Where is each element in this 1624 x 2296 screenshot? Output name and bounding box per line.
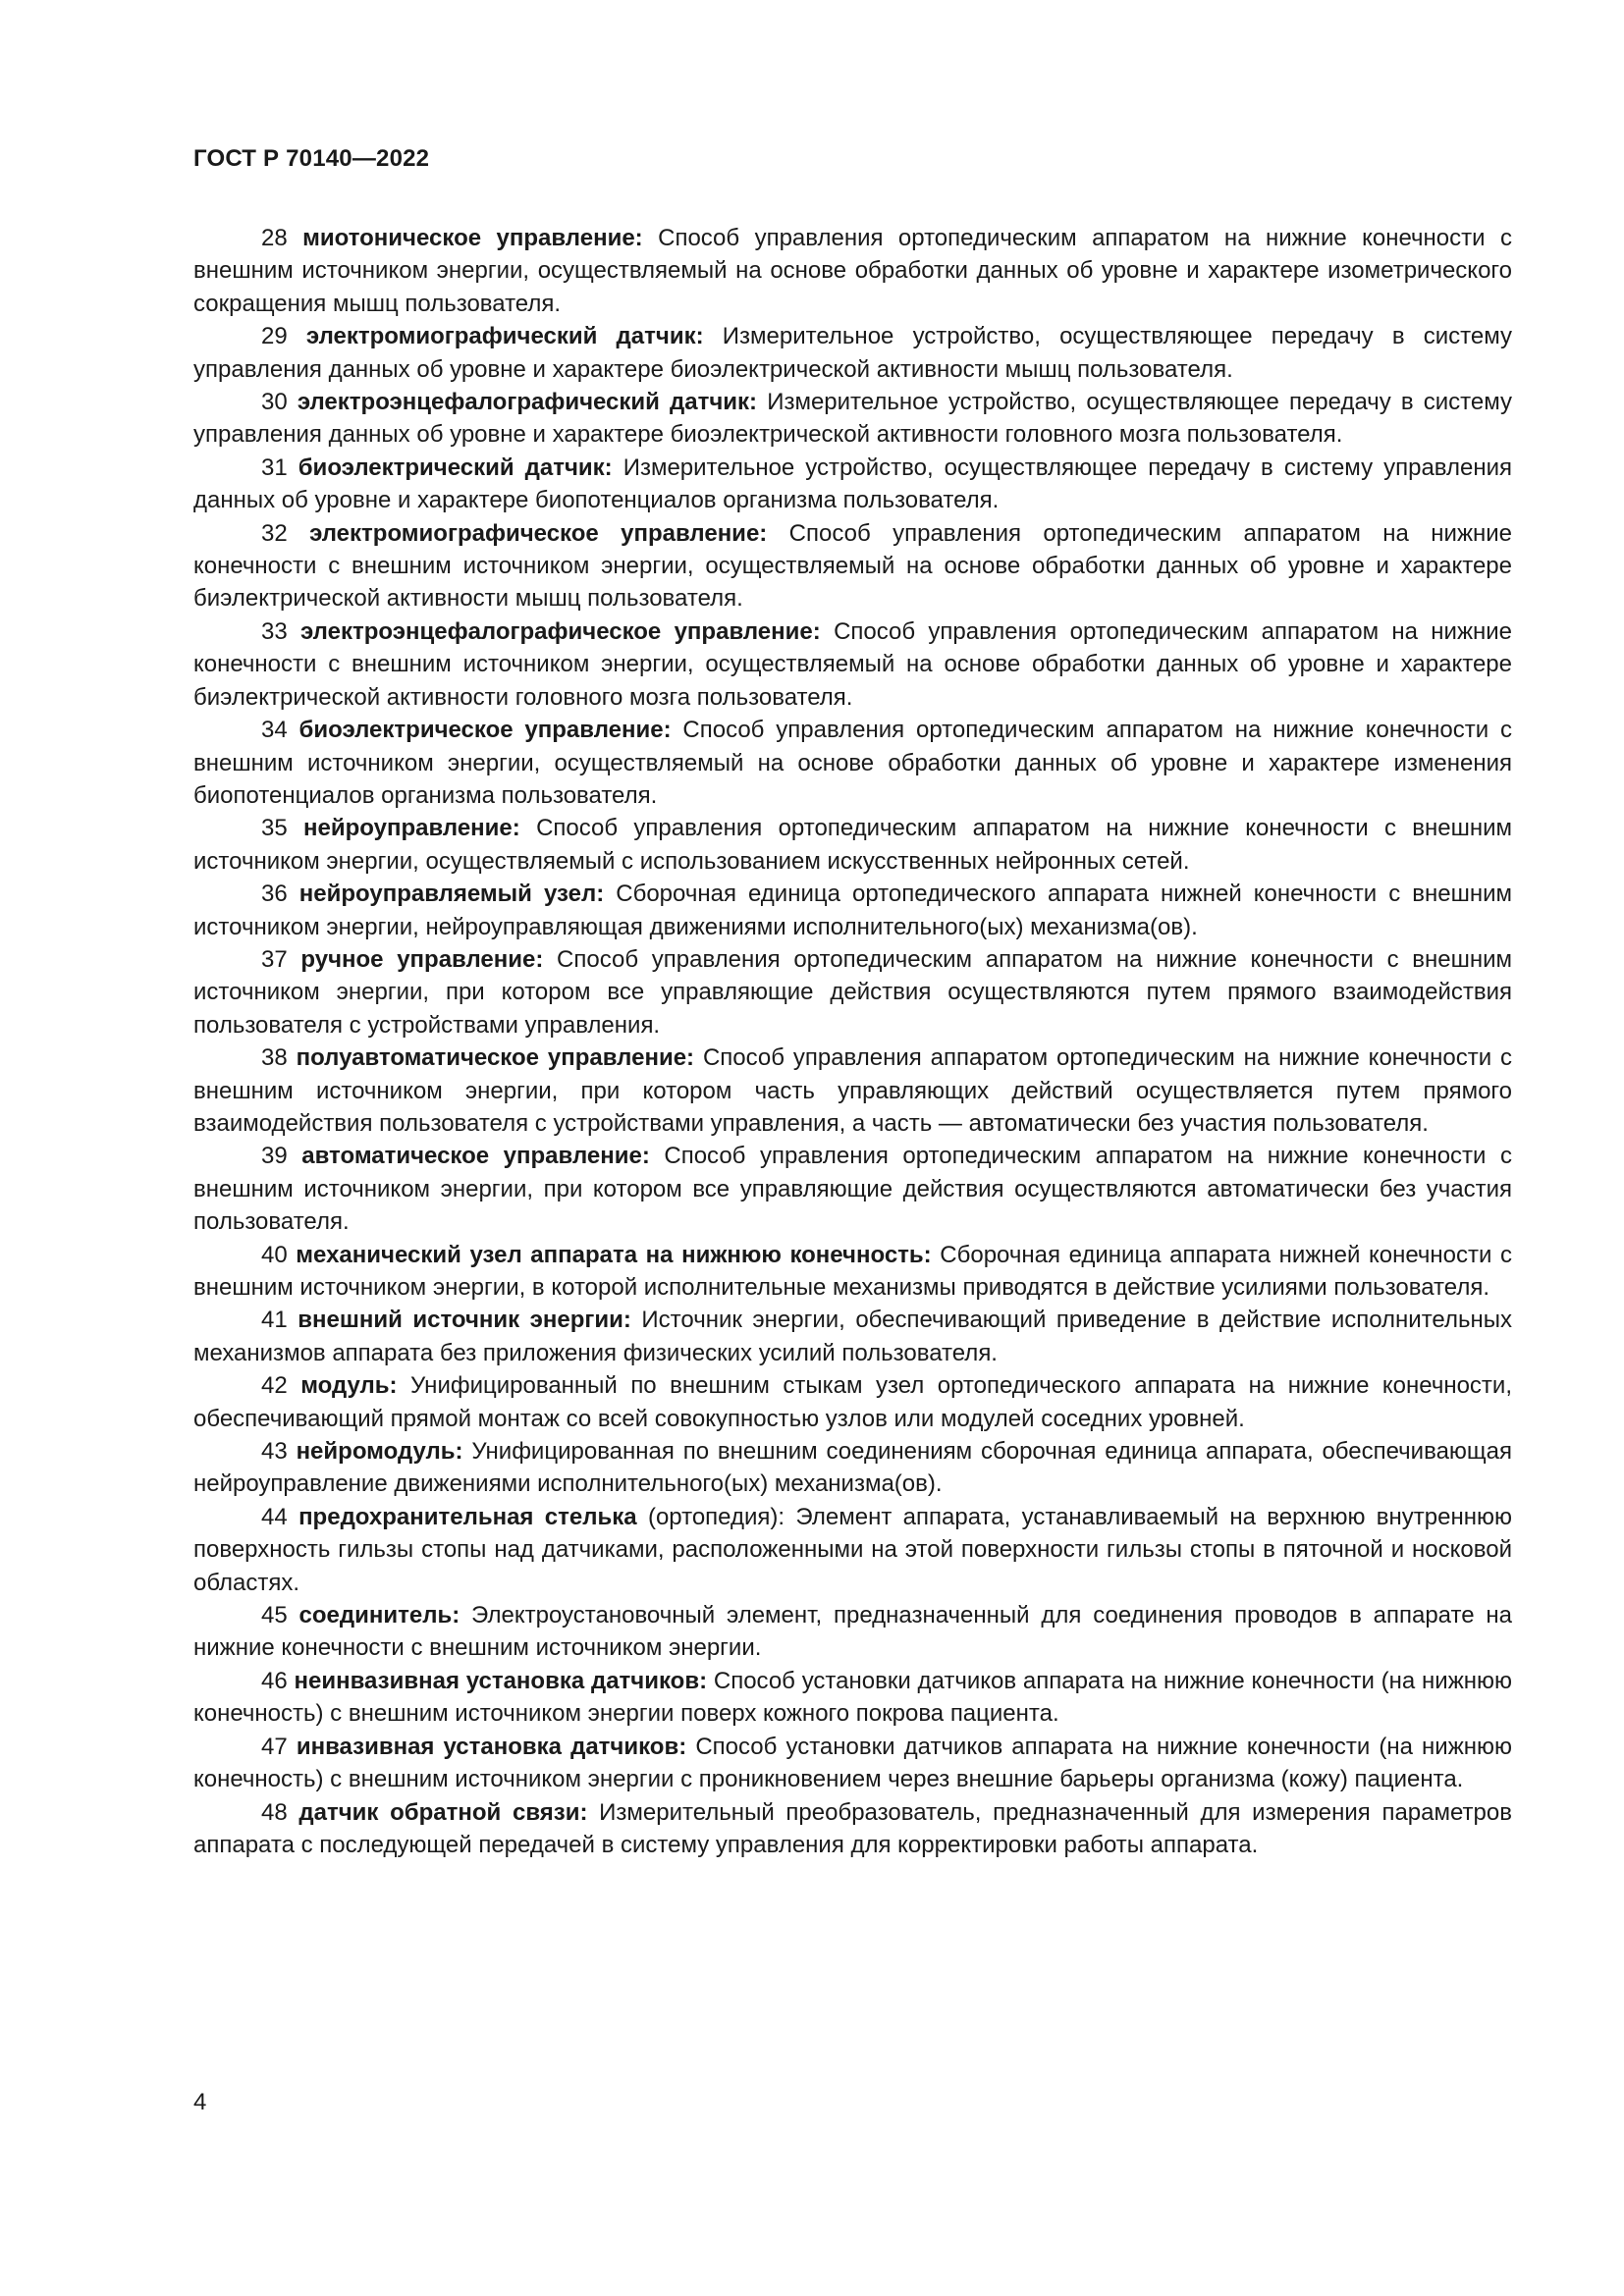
definition-entry (193, 1796, 1512, 1862)
entry-number: 42 (261, 1372, 288, 1400)
entry-term: механический узел аппарата на нижнюю конечность: (296, 1241, 932, 1268)
definition-entry (193, 1304, 1512, 1369)
definition-entry (193, 517, 1512, 615)
entry-definition: Сборочная единица ортопедического аппарата нижней конечности с внешним источником энергии, нейроуправляющая движениями исполнительного(ых) механизма(ов). (193, 881, 1513, 940)
definition-entry (193, 1599, 1512, 1665)
page-number: 4 (193, 2089, 207, 2115)
entry-definition: Способ установки датчиков аппарата на нижние конечности (на нижнюю конечность) с внешним источником энергии поверх кожного покрова пациента. (193, 1667, 1513, 1728)
definition-entry (193, 714, 1512, 812)
entry-definition: Измерительный преобразователь, предназначенный для измерения параметров аппарата с последующей передачей в систему управления для корректировки работы аппарата. (193, 1798, 1512, 1858)
entry-number: 29 (261, 323, 288, 350)
entry-term: нейромодуль: (296, 1438, 463, 1466)
entry-number: 40 (261, 1241, 288, 1268)
entry-term: неинвазивная установка датчиков: (294, 1667, 708, 1694)
entry-number: 37 (261, 945, 288, 973)
entry-definition: Способ управления ортопедическим аппаратом на нижние конечности с внешним источником энергии, осуществляемый на основе обработки данных об уровне и характере биэлектрической активности мышц пользователя. (193, 519, 1513, 613)
entry-definition: Способ управления ортопедическим аппаратом на нижние конечности с внешним источником энергии, осуществляемый на основе обработки данных об уровне и характере изменения биопотенциалов организма пользователя. (193, 717, 1512, 809)
entry-term: электроэнцефалографическое управление: (300, 617, 821, 645)
entry-term: датчик обратной связи: (298, 1798, 588, 1826)
definitions-list (193, 222, 1512, 1861)
entry-term: миотоническое управление: (302, 225, 643, 251)
entry-term: инвазивная установка датчиков: (296, 1733, 687, 1760)
definition-entry (193, 1665, 1512, 1731)
entry-term: соединитель: (298, 1602, 460, 1629)
entry-number: 36 (261, 881, 288, 908)
entry-number: 35 (261, 815, 288, 842)
entry-number: 34 (261, 717, 288, 744)
entry-definition: Способ установки датчиков аппарата на нижние конечности (на нижнюю конечность) с внешним источником энергии с проникновением через внешние барьеры организма (кожу) пациента. (193, 1733, 1513, 1793)
document-header: ГОСТ Р 70140—2022 (193, 145, 430, 172)
definition-entry (193, 1435, 1512, 1501)
entry-number: 46 (261, 1667, 288, 1694)
entry-number: 39 (261, 1143, 288, 1170)
definition-entry (193, 452, 1512, 517)
definition-entry (193, 320, 1512, 386)
entry-definition: Способ управления аппаратом ортопедическим на нижние конечности с внешним источником энергии, при котором часть управляющих действий осуществляется путем прямого взаимодействия пользователя с устройствами управления, а часть — автоматически без участия пользователя. (193, 1044, 1513, 1137)
entry-definition: Измерительное устройство, осуществляющее передачу в систему управления данных об уровне и характере биопотенциалов организма пользователя. (193, 454, 1512, 514)
entry-definition: (ортопедия): Элемент аппарата, устанавливаемый на верхнюю внутреннюю поверхность гильзы стопы над датчиками, расположенными на этой поверхности гильзы стопы в пяточной и носковой областях. (193, 1503, 1512, 1596)
entry-number: 43 (261, 1438, 288, 1466)
entry-definition: Унифицированный по внешним стыкам узел ортопедического аппарата на нижние конечности, обеспечивающий прямой монтаж со всей совокупностью узлов или модулей соседних уровней. (193, 1372, 1513, 1432)
entry-definition: Измерительное устройство, осуществляющее передачу в систему управления данных об уровне и характере биоэлектрической активности мышц пользователя. (193, 323, 1513, 383)
definition-entry (193, 878, 1512, 943)
entry-term: полуавтоматическое управление: (296, 1044, 695, 1072)
entry-definition: Источник энергии, обеспечивающий приведение в действие исполнительных механизмов аппарата без приложения физических усилий пользователя. (193, 1307, 1512, 1366)
definition-entry (193, 812, 1512, 878)
entry-term: нейроуправление: (303, 815, 520, 842)
definition-entry (193, 1501, 1512, 1599)
entry-definition: Способ управления ортопедическим аппаратом на нижние конечности с внешним источником энергии, осуществляемый с использованием искусственных нейронных сетей. (193, 815, 1512, 875)
entry-definition: Электроустановочный элемент, предназначенный для соединения проводов в аппарате на нижние конечности с внешним источником энергии. (193, 1602, 1512, 1662)
definition-entry (193, 943, 1512, 1041)
entry-definition: Способ управления ортопедическим аппаратом на нижние конечности с внешним источником энергии, при котором все управляющие действия осуществляются автоматически без участия пользователя. (193, 1143, 1513, 1236)
entry-term: биоэлектрический датчик: (298, 454, 613, 481)
entry-term: автоматическое управление: (301, 1143, 650, 1170)
definition-entry (193, 386, 1512, 452)
entry-number: 28 (261, 225, 288, 251)
definition-entry (193, 1140, 1512, 1238)
entry-definition: Измерительное устройство, осуществляющее передачу в систему управления данных об уровне и характере биоэлектрической активности головного мозга пользователя. (193, 389, 1513, 449)
entry-term: электромиографическое управление: (309, 519, 768, 547)
entry-number: 48 (261, 1798, 288, 1826)
definition-entry (193, 1369, 1512, 1435)
entry-number: 38 (261, 1044, 288, 1072)
entry-term: биоэлектрическое управление: (298, 717, 672, 744)
entry-definition: Унифицированная по внешним соединениям сборочная единица аппарата, обеспечивающая нейроуправление движениями исполнительного(ых) механизма(ов). (193, 1438, 1513, 1498)
entry-term: ручное управление: (300, 945, 544, 973)
entry-term: предохранительная стелька (298, 1503, 637, 1530)
entry-number: 41 (261, 1307, 288, 1334)
entry-number: 44 (261, 1503, 288, 1530)
definition-entry (193, 615, 1512, 714)
entry-definition: Способ управления ортопедическим аппаратом на нижние конечности с внешним источником энергии, осуществляемый на основе обработки данных об уровне и характере биэлектрической активности головного мозга пользователя. (193, 617, 1513, 711)
definition-entry (193, 1731, 1512, 1796)
definition-entry (193, 1041, 1512, 1140)
entry-term: внешний источник энергии: (298, 1307, 631, 1334)
entry-term: электромиографический датчик: (305, 323, 704, 350)
entry-term: нейроуправляемый узел: (298, 881, 605, 908)
entry-number: 31 (261, 454, 288, 481)
entry-term: модуль: (300, 1372, 398, 1400)
entry-definition: Сборочная единица аппарата нижней конечности с внешним источником энергии, в которой исполнительные механизмы приводятся в действие усилиями пользователя. (193, 1241, 1512, 1301)
entry-number: 32 (261, 519, 288, 547)
entry-number: 30 (261, 389, 288, 416)
entry-number: 33 (261, 617, 288, 645)
definition-entry (193, 1239, 1512, 1305)
definition-entry (193, 222, 1512, 320)
entry-term: электроэнцефалографический датчик: (297, 389, 758, 416)
entry-number: 45 (261, 1602, 288, 1629)
entry-number: 47 (261, 1733, 288, 1760)
entry-definition: Способ управления ортопедическим аппаратом на нижние конечности с внешним источником энергии, при котором все управляющие действия осуществляются путем прямого взаимодействия пользователя с устройствами управления. (193, 945, 1513, 1039)
entry-definition: Способ управления ортопедическим аппаратом на нижние конечности с внешним источником энергии, осуществляемый на основе обработки данных об уровне и характере изометрического сокращения мышц пользователя. (193, 225, 1512, 317)
